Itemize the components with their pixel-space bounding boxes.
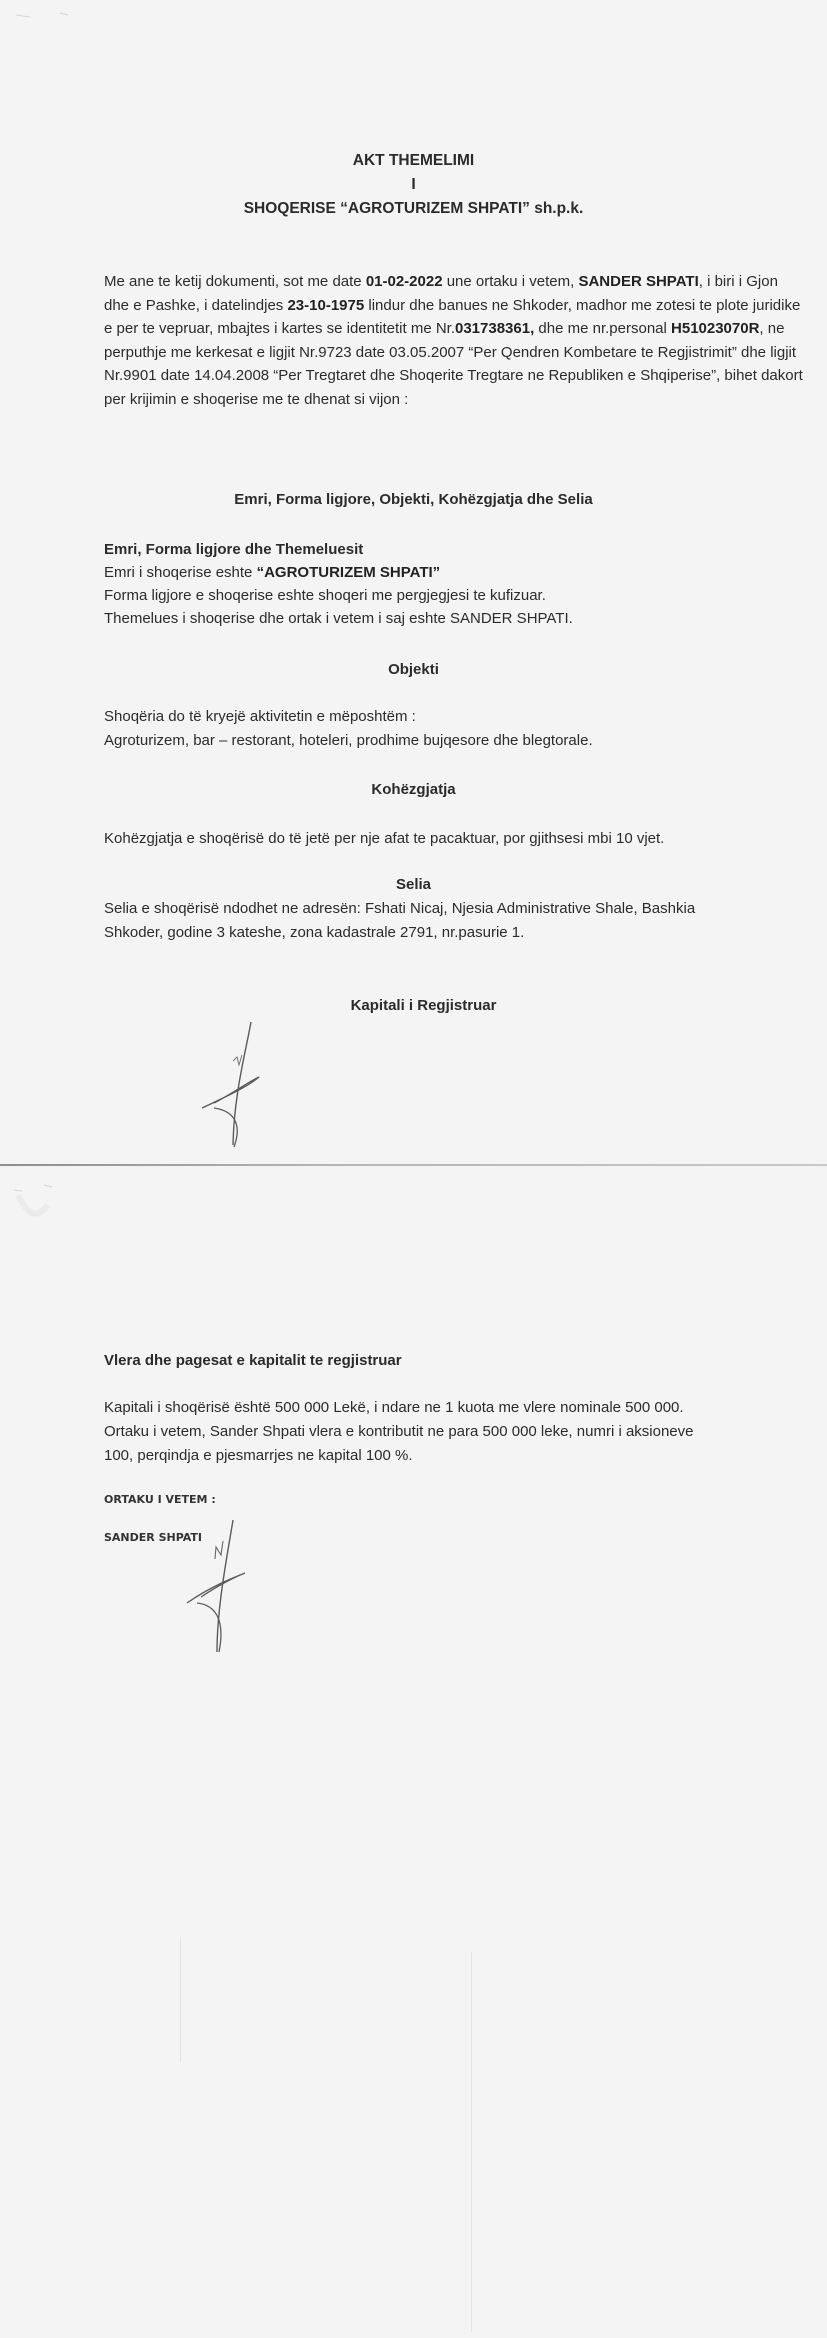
intro-text: lindur dhe banues ne Shkoder, madhor me zotesi te plote juridike e per te vepruar, mbajtes i kartes se identitetit me Nr.	[104, 296, 801, 337]
intro-text: , ne perputhje me kerkesat e ligjit Nr.9723 date 03.05.2007 “Per Qendren Kombetare te Regjistrimit” dhe ligjit Nr.9901 date 14.04.2008 “Per Tregtaret dhe Shoqerite Tregtare ne Republiken e Shqiperise”, bihet dakort per krijimin e shoqerise me te dhenat si vijon :	[104, 320, 803, 408]
birth-date: 23-10-1975	[287, 296, 365, 314]
kapitali-heading: Kapitali i Regjistruar	[350, 997, 497, 1014]
selia-heading: Selia	[395, 876, 432, 893]
signatory-name: SANDER SHPATI	[104, 1531, 203, 1544]
scan-artifact-line	[471, 1952, 472, 2332]
page-separator	[0, 1164, 827, 1166]
founding-date: 01-02-2022	[365, 273, 443, 290]
intro-text: Me ane te ketij dokumenti, sot me date	[104, 273, 366, 290]
capital-line-3: 100, perqindja e pjesmarrjes ne kapital 100 %.	[104, 1447, 413, 1464]
selia-line-2: Shkoder, godine 3 kateshe, zona kadastrale 2791, nr.pasurie 1.	[104, 924, 525, 941]
selia-line-1: Selia e shoqërisë ndodhet ne adresën: Fshati Nicaj, Njesia Administrative Shale, Bashkia	[104, 900, 696, 917]
intro-paragraph	[104, 270, 804, 411]
objekti-line-1: Shoqëria do të kryejë aktivitetin e mëposhtëm :	[104, 708, 416, 725]
objekti-line-2: Agroturizem, bar – restorant, hoteleri, prodhime bujqesore dhe blegtorale.	[104, 732, 593, 749]
scan-artifact-icon	[10, 5, 70, 25]
main-section-heading: Emri, Forma ligjore, Objekti, Kohëzgjatja dhe Selia	[234, 491, 593, 508]
intro-text: , i biri i Gjon dhe e Pashke, i datelindjes	[104, 273, 778, 314]
kohezgjatja-heading: Kohëzgjatja	[371, 781, 456, 798]
objekti-heading: Objekti	[388, 661, 439, 678]
signature-icon	[175, 1517, 255, 1657]
founder-line: Themelues i shoqerise dhe ortak i vetem i saj eshte SANDER SHPATI.	[104, 610, 573, 627]
capital-line-1: Kapitali i shoqërisë është 500 000 Lekë, i ndare ne 1 kuota me vlere nominale 500 000.	[104, 1399, 684, 1416]
founder-name: SANDER SHPATI	[578, 273, 699, 290]
kohezgjatja-line: Kohëzgjatja e shoqërisë do të jetë per nje afat te pacaktuar, por gjithsesi mbi 10 vjet.	[104, 830, 665, 847]
legal-form-line: Forma ligjore e shoqerise eshte shoqeri me pergjegjesi te kufizuar.	[104, 587, 546, 604]
doc-company-title: SHOQERISE “AGROTURIZEM SHPATI” sh.p.k.	[243, 200, 584, 217]
signature-icon	[190, 1015, 270, 1155]
intro-text: dhe me nr.personal	[534, 320, 672, 337]
company-name-line	[104, 564, 440, 581]
scan-artifact-icon	[8, 1175, 68, 1235]
company-name: “AGROTURIZEM SHPATI”	[256, 564, 441, 581]
doc-title: AKT THEMELIMI	[352, 152, 475, 169]
scan-artifact-line	[180, 1937, 181, 2062]
doc-title-conjunction: I	[411, 176, 416, 193]
id-number: 031738361,	[455, 320, 535, 337]
capital-section-heading: Vlera dhe pagesat e kapitalit te regjistruar	[104, 1352, 402, 1369]
signatory-label: ORTAKU I VETEM :	[104, 1493, 216, 1506]
company-name-label: Emri i shoqerise eshte	[104, 564, 257, 581]
personal-number: H51023070R	[671, 320, 760, 337]
document-page-1	[0, 0, 827, 1165]
name-section-heading: Emri, Forma ligjore dhe Themeluesit	[104, 541, 364, 558]
document-page-2	[0, 1167, 827, 2338]
intro-text: une ortaku i vetem,	[442, 273, 579, 290]
capital-line-2: Ortaku i vetem, Sander Shpati vlera e kontributit ne para 500 000 leke, numri i aksioneve	[104, 1423, 694, 1440]
